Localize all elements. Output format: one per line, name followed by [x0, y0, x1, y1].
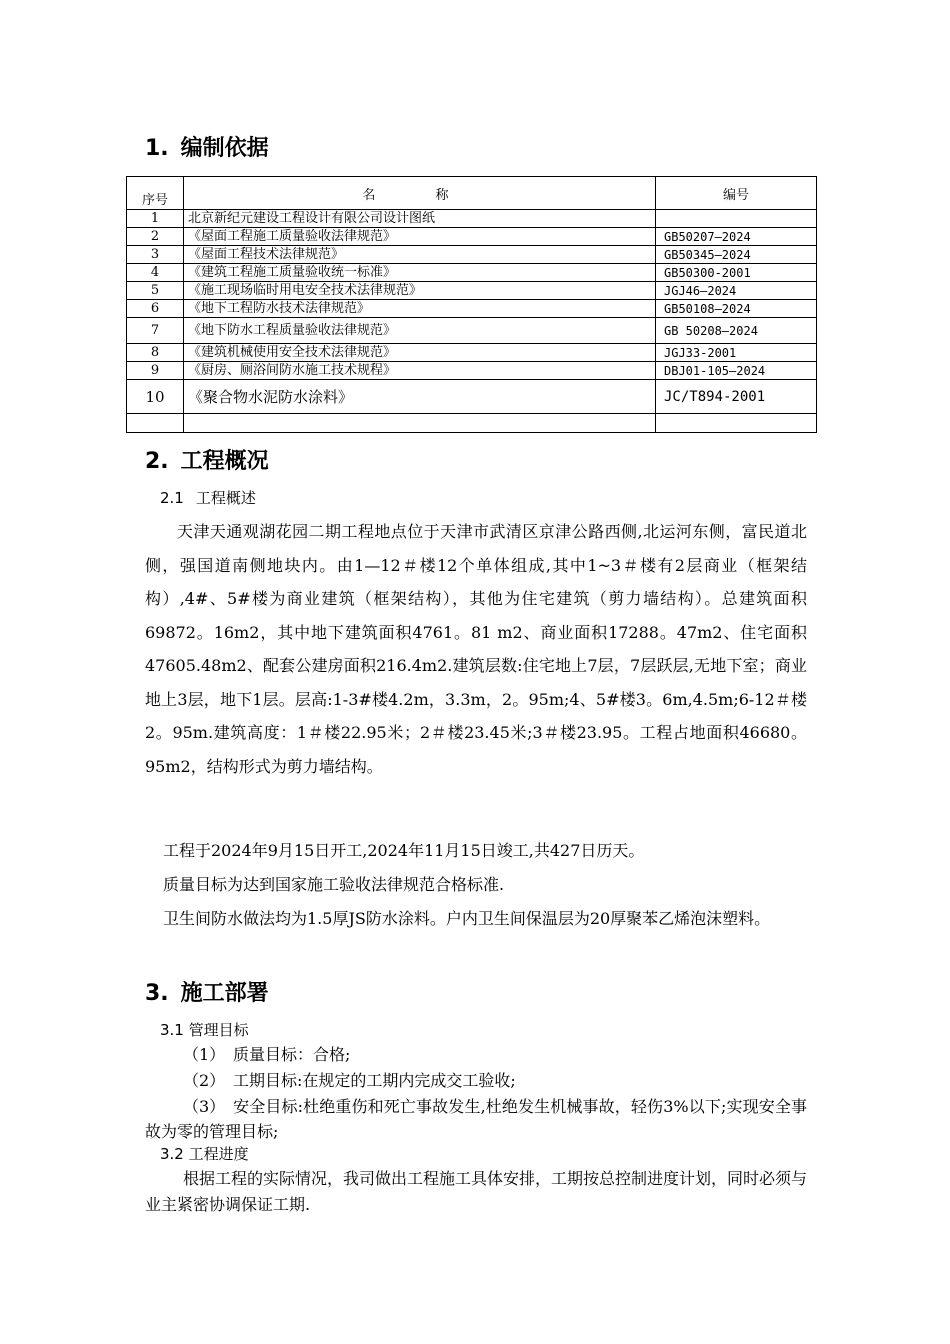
row-no: 5 [127, 282, 184, 300]
overview-paragraph: 天津天通观湖花园二期工程地点位于天津市武清区京津公路西侧,北运河东侧，富民道北侧，强国道南侧地块内。由1—12＃楼12个单体组成,其中1~3＃楼有2层商业（框架结构）,4#、5#楼为商业建筑（框架结构），其他为住宅建筑（剪力墙结构）。总建筑面积69872。16m2，其中地下建筑面积4761。81 m2、商业面积17288。47m2、住宅面积47605.48m2、配套公建房面积216.4m2.建筑层数:住宅地上7层，7层跃层,无地下室；商业地上3层，地下1层。层高:1-3#楼4.2m，3.3m，2。95m;4、5#楼3。6m,4.5m;6-12＃楼2。95m.建筑高度：1＃楼22.95米；2＃楼23.45米;3＃楼23.95。工程占地面积46680。95m2，结构形式为剪力墙结构。 [145, 522, 807, 776]
section-2-heading [145, 447, 269, 477]
row-no: 6 [127, 300, 184, 318]
row-name: 《建筑机械使用安全技术法律规范》 [184, 344, 656, 362]
table-row [127, 264, 817, 282]
table-row [127, 210, 817, 228]
header-name: 名 称 [184, 177, 656, 210]
waterproof-paragraph: 卫生间防水做法均为1.5厚JS防水涂料。户内卫生间保温层为20厚聚苯乙烯泡沫塑料。 [163, 909, 771, 928]
table-row [127, 380, 817, 414]
subsection-3-1-heading: 3.1 管理目标 [160, 1021, 249, 1039]
section-1-heading [145, 134, 269, 164]
row-code: GB 50208—2024 [656, 318, 817, 344]
row-no: 3 [127, 246, 184, 264]
table-row [127, 344, 817, 362]
row-code [656, 414, 817, 433]
header-code: 编号 [656, 177, 817, 210]
goal-index: （2） [183, 1071, 226, 1090]
section-3-heading [145, 979, 269, 1009]
header-no: 序号 [127, 177, 184, 210]
row-name [184, 414, 656, 433]
row-no: 2 [127, 228, 184, 246]
row-code: JGJ33-2001 [656, 344, 817, 362]
section-number: 2. [145, 449, 169, 474]
row-name: 《地下防水工程质量验收法律规范》 [184, 318, 656, 344]
row-code: JC/T894-2001 [656, 380, 817, 414]
row-name: 《厨房、厕浴间防水施工技术规程》 [184, 362, 656, 380]
table-header-row [127, 177, 817, 210]
row-no: 7 [127, 318, 184, 344]
row-no: 9 [127, 362, 184, 380]
progress-paragraph: 根据工程的实际情况，我司做出工程施工具体安排，工期按总控制进度计划，同时必须与业主紧密协调保证工期. [145, 1169, 808, 1214]
subsection-number: 2.1 [160, 489, 184, 507]
row-code [656, 210, 817, 228]
table-row [127, 362, 817, 380]
row-code: GB50300-2001 [656, 264, 817, 282]
row-code: JGJ46—2024 [656, 282, 817, 300]
row-name: 《施工现场临时用电安全技术法律规范》 [184, 282, 656, 300]
goal-text: 安全目标:杜绝重伤和死亡事故发生,杜绝发生机械事故，轻伤3%以下;实现安全事故为零的管理目标; [145, 1097, 807, 1141]
row-no: 4 [127, 264, 184, 282]
section-number: 3. [145, 981, 169, 1006]
row-name: 《建筑工程施工质量验收统一标准》 [184, 264, 656, 282]
basis-table [126, 176, 817, 433]
row-no: 10 [127, 380, 184, 414]
row-code: DBJ01-105—2024 [656, 362, 817, 380]
schedule-line: 工程于2024年9月15日开工,2024年11月15日竣工,共427日历天。 [163, 841, 645, 860]
goal-item [145, 1068, 807, 1093]
subsection-title: 工程概述 [195, 489, 256, 507]
table-row [127, 414, 817, 433]
section-title: 工程概况 [180, 449, 269, 474]
row-no: 8 [127, 344, 184, 362]
table-row [127, 282, 817, 300]
goal-text: 质量目标：合格; [233, 1045, 351, 1064]
table-row [127, 300, 817, 318]
table-row [127, 228, 817, 246]
section-title: 编制依据 [180, 136, 269, 161]
row-name: 北京新纪元建设工程设计有限公司设计图纸 [184, 210, 656, 228]
section-title: 施工部署 [180, 981, 269, 1006]
row-no [127, 414, 184, 433]
goal-item [145, 1042, 807, 1067]
goal-index: （3） [183, 1097, 226, 1116]
goal-text: 工期目标:在规定的工期内完成交工验收; [233, 1071, 516, 1090]
row-no: 1 [127, 210, 184, 228]
row-code: GB50345—2024 [656, 246, 817, 264]
row-name: 《地下工程防水技术法律规范》 [184, 300, 656, 318]
section-number: 1. [145, 136, 169, 161]
subsection-3-2-heading: 3.2 工程进度 [160, 1145, 249, 1163]
table-row [127, 318, 817, 344]
goal-item [145, 1094, 807, 1144]
quality-line: 质量目标为达到国家施工验收法律规范合格标准. [163, 875, 505, 894]
row-name: 《屋面工程施工质量验收法律规范》 [184, 228, 656, 246]
row-name: 《聚合物水泥防水涂料》 [184, 380, 656, 414]
subsection-2-1-heading [160, 487, 256, 509]
row-code: GB50207—2024 [656, 228, 817, 246]
table-row [127, 246, 817, 264]
row-name: 《屋面工程技术法律规范》 [184, 246, 656, 264]
goal-index: （1） [183, 1045, 226, 1064]
row-code: GB50108—2024 [656, 300, 817, 318]
